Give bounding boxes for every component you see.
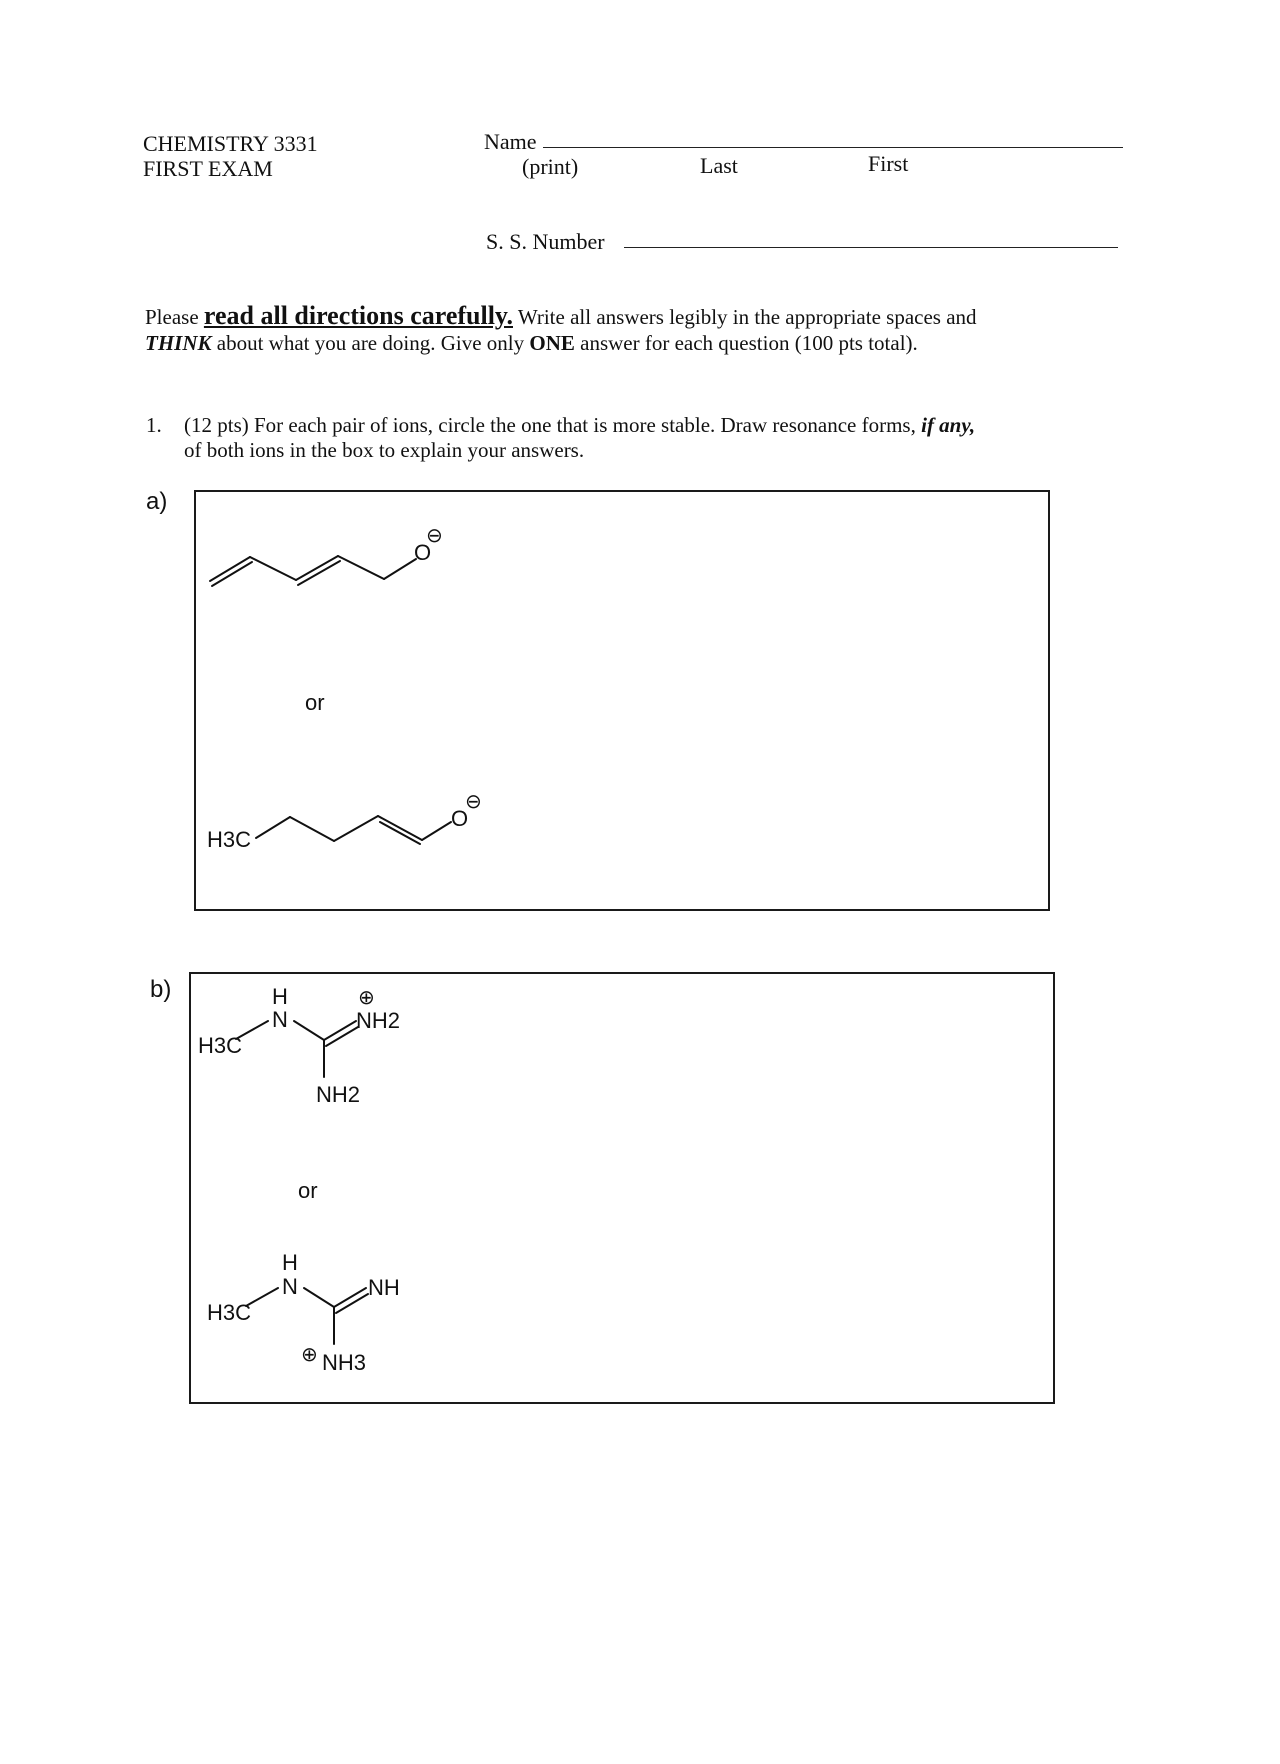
part-a-label: a) xyxy=(146,488,168,515)
part-b-ion2-nh-n: N xyxy=(282,1274,298,1299)
last-label: Last xyxy=(700,153,738,178)
part-b-or: or xyxy=(298,1178,318,1203)
directions-think: THINK xyxy=(145,331,212,355)
part-b-ion1-methyl: H3C xyxy=(198,1033,243,1058)
directions-emphasis: read all directions carefully. xyxy=(203,301,513,330)
part-a-or: or xyxy=(305,690,325,715)
question-number: 1. xyxy=(146,413,162,437)
question-points: (12 pts) xyxy=(184,413,249,437)
part-b-ion2-ammonium: NH3 xyxy=(322,1350,367,1375)
part-b-label: b) xyxy=(150,976,172,1003)
question-text-a: For each pair of ions, circle the one that is more stable. Draw resonance forms, xyxy=(254,413,922,437)
course-title: CHEMISTRY 3331 xyxy=(143,131,318,156)
part-a-ion2-oxygen: O xyxy=(451,806,469,831)
directions-rest-2: about what you are doing. Give only xyxy=(211,331,530,355)
first-label: First xyxy=(868,151,909,176)
part-b-ion2-imine: NH xyxy=(368,1275,400,1300)
part-b-answer-box[interactable] xyxy=(189,972,1055,1404)
part-b-ion2-nh-h: H xyxy=(282,1250,298,1275)
exam-title: FIRST EXAM xyxy=(143,156,273,181)
part-b-ion1-iminium: NH2 xyxy=(356,1008,401,1033)
question-if-any: if any, xyxy=(921,413,976,437)
question-text-b: of both ions in the box to explain your answers. xyxy=(184,438,585,462)
part-b-ion1-amine: NH2 xyxy=(316,1082,361,1107)
part-b-ion2-charge: ⊕ xyxy=(301,1344,318,1366)
part-a-ion1-oxygen: O xyxy=(414,540,432,565)
part-b-ion1-nh-n: N xyxy=(272,1007,288,1032)
part-b-ion2-methyl: H3C xyxy=(207,1300,252,1325)
part-a-ion2-methyl: H3C xyxy=(207,827,252,852)
part-b-ion1-charge: ⊕ xyxy=(358,987,375,1009)
part-a-ion1-skeleton xyxy=(210,556,416,586)
part-b-ion1-nh-h: H xyxy=(272,984,288,1009)
directions-one: ONE xyxy=(529,331,575,355)
part-a-ion1-charge: ⊖ xyxy=(426,525,443,547)
print-label: (print) xyxy=(522,154,579,179)
directions-rest-3: answer for each question (100 pts total). xyxy=(574,331,918,355)
directions-lead: Please xyxy=(145,305,204,329)
name-label: Name xyxy=(484,129,537,154)
part-a-ion2-charge: ⊖ xyxy=(465,791,482,813)
part-a-ion2-skeleton xyxy=(256,816,451,844)
ssn-label: S. S. Number xyxy=(486,229,605,254)
directions-rest-1: Write all answers legibly in the appropriate spaces and xyxy=(513,305,977,329)
